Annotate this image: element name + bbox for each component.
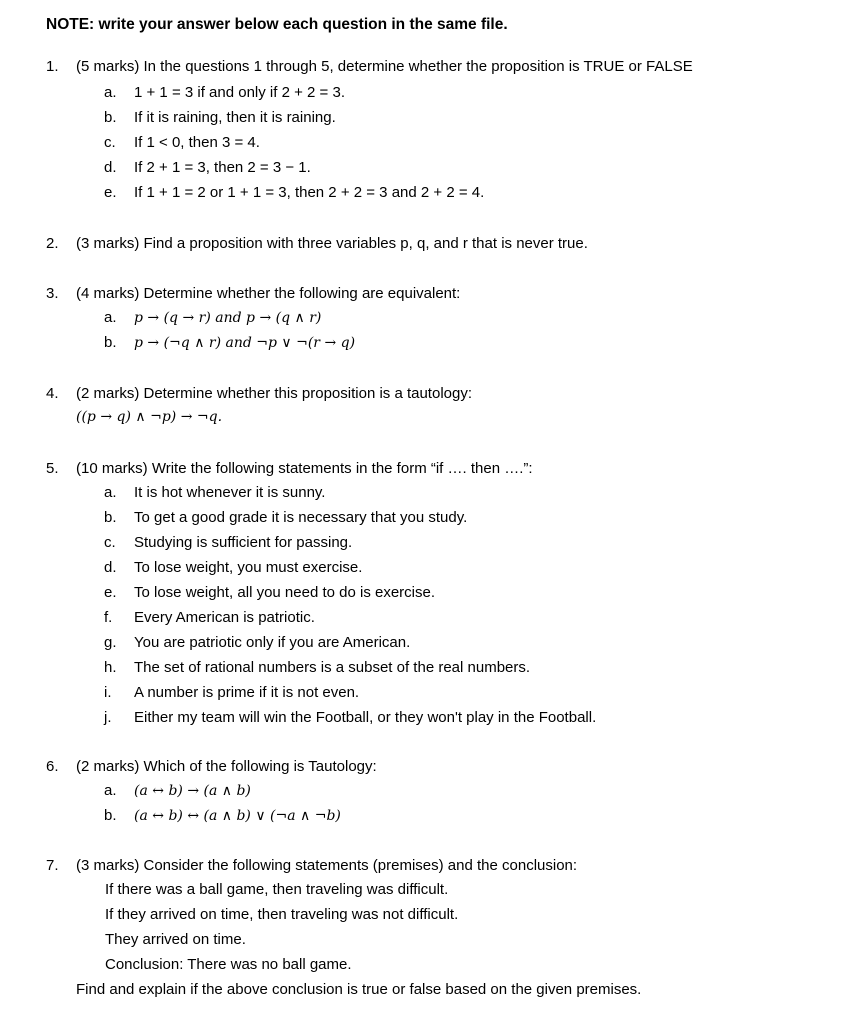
question-7 [46, 857, 846, 1002]
item-label: b. [104, 333, 117, 351]
item-text: If 2 + 1 = 3, then 2 = 3 − 1. [134, 158, 311, 176]
list-item [104, 480, 846, 505]
item-label: i. [104, 683, 112, 701]
question-3 [46, 285, 846, 355]
question-text: (3 marks) Consider the following statements (premises) and the conclusion: [76, 857, 578, 874]
item-label: h. [104, 658, 117, 676]
question-number: 4. [46, 385, 59, 402]
item-label: d. [104, 158, 117, 176]
question-5 [46, 460, 846, 730]
list-item [104, 605, 846, 630]
item-text: If 1 + 1 = 2 or 1 + 1 = 3, then 2 + 2 = 3 and 2 + 2 = 4. [134, 183, 485, 201]
item-label: d. [104, 558, 117, 576]
item-label: b. [104, 806, 117, 824]
question-number: 7. [46, 857, 59, 874]
question-2 [46, 235, 846, 253]
item-text: Studying is sufficient for passing. [134, 533, 353, 551]
item-text: You are patriotic only if you are American. [134, 633, 411, 651]
question-number: 5. [46, 460, 59, 477]
list-item [104, 705, 846, 730]
list-item [104, 630, 846, 655]
item-text: To lose weight, you must exercise. [134, 558, 363, 576]
question-number: 1. [46, 58, 59, 75]
item-text: Either my team will win the Football, or they won't play in the Football. [134, 708, 597, 726]
list-item [104, 130, 846, 155]
question-text: (5 marks) In the questions 1 through 5, determine whether the proposition is TRUE or FALSE [76, 58, 693, 75]
question-number: 2. [46, 235, 59, 252]
formula: p → (¬q ∧ r) and ¬p ∨ ¬(r → q) [134, 334, 356, 351]
formula: (a ↔ b) ↔ (a ∧ b) ∨ (¬a ∧ ¬b) [134, 807, 341, 824]
question-1 [46, 58, 846, 205]
note-heading: NOTE: write your answer below each question in the same file. [46, 16, 508, 33]
list-item [104, 80, 846, 105]
list-item [104, 505, 846, 530]
premise: They arrived on time. [105, 930, 246, 948]
list-item [104, 105, 846, 130]
question-text: (3 marks) Find a proposition with three variables p, q, and r that is never true. [76, 235, 588, 252]
item-label: j. [104, 708, 112, 726]
item-label: f. [104, 608, 113, 626]
item-text: If 1 < 0, then 3 = 4. [134, 133, 260, 151]
item-label: a. [104, 83, 117, 101]
item-label: c. [104, 533, 116, 551]
item-label: e. [104, 183, 117, 201]
list-item [104, 803, 846, 828]
list-item [104, 330, 846, 355]
formula: (a ↔ b) → (a ∧ b) [134, 782, 251, 799]
final-instruction: Find and explain if the above conclusion is true or false based on the given premises. [76, 980, 642, 998]
question-text: (4 marks) Determine whether the following are equivalent: [76, 285, 461, 302]
item-text: If it is raining, then it is raining. [134, 108, 336, 126]
question-text: (2 marks) Which of the following is Tautology: [76, 758, 377, 775]
item-text: Every American is patriotic. [134, 608, 315, 626]
list-item [104, 155, 846, 180]
premise: If they arrived on time, then traveling was not difficult. [105, 905, 459, 923]
formula: p → (q → r) and p → (q ∧ r) [134, 309, 322, 326]
list-item [104, 680, 846, 705]
item-label: b. [104, 108, 117, 126]
premise: If there was a ball game, then traveling was difficult. [105, 880, 449, 898]
question-number: 6. [46, 758, 59, 775]
question-number: 3. [46, 285, 59, 302]
item-text: To get a good grade it is necessary that you study. [134, 508, 468, 526]
list-item [104, 530, 846, 555]
formula: ((p → q) ∧ ¬p) → ¬q. [76, 408, 223, 425]
item-text: The set of rational numbers is a subset of the real numbers. [134, 658, 531, 676]
item-label: a. [104, 483, 117, 501]
item-text: 1 + 1 = 3 if and only if 2 + 2 = 3. [134, 83, 345, 101]
item-label: b. [104, 508, 117, 526]
question-text: (10 marks) Write the following statements in the form “if …. then ….”: [76, 460, 533, 477]
list-item [104, 555, 846, 580]
item-text: It is hot whenever it is sunny. [134, 483, 326, 501]
item-text: To lose weight, all you need to do is exercise. [134, 583, 436, 601]
list-item [104, 180, 846, 205]
question-text: (2 marks) Determine whether this proposition is a tautology: [76, 385, 473, 402]
list-item [104, 305, 846, 330]
item-label: e. [104, 583, 117, 601]
item-label: c. [104, 133, 116, 151]
list-item [104, 778, 846, 803]
question-4 [46, 385, 846, 429]
item-label: g. [104, 633, 117, 651]
item-label: a. [104, 308, 117, 326]
list-item [104, 655, 846, 680]
item-label: a. [104, 781, 117, 799]
list-item [104, 580, 846, 605]
item-text: A number is prime if it is not even. [134, 683, 360, 701]
conclusion: Conclusion: There was no ball game. [105, 955, 352, 973]
question-6 [46, 758, 846, 828]
